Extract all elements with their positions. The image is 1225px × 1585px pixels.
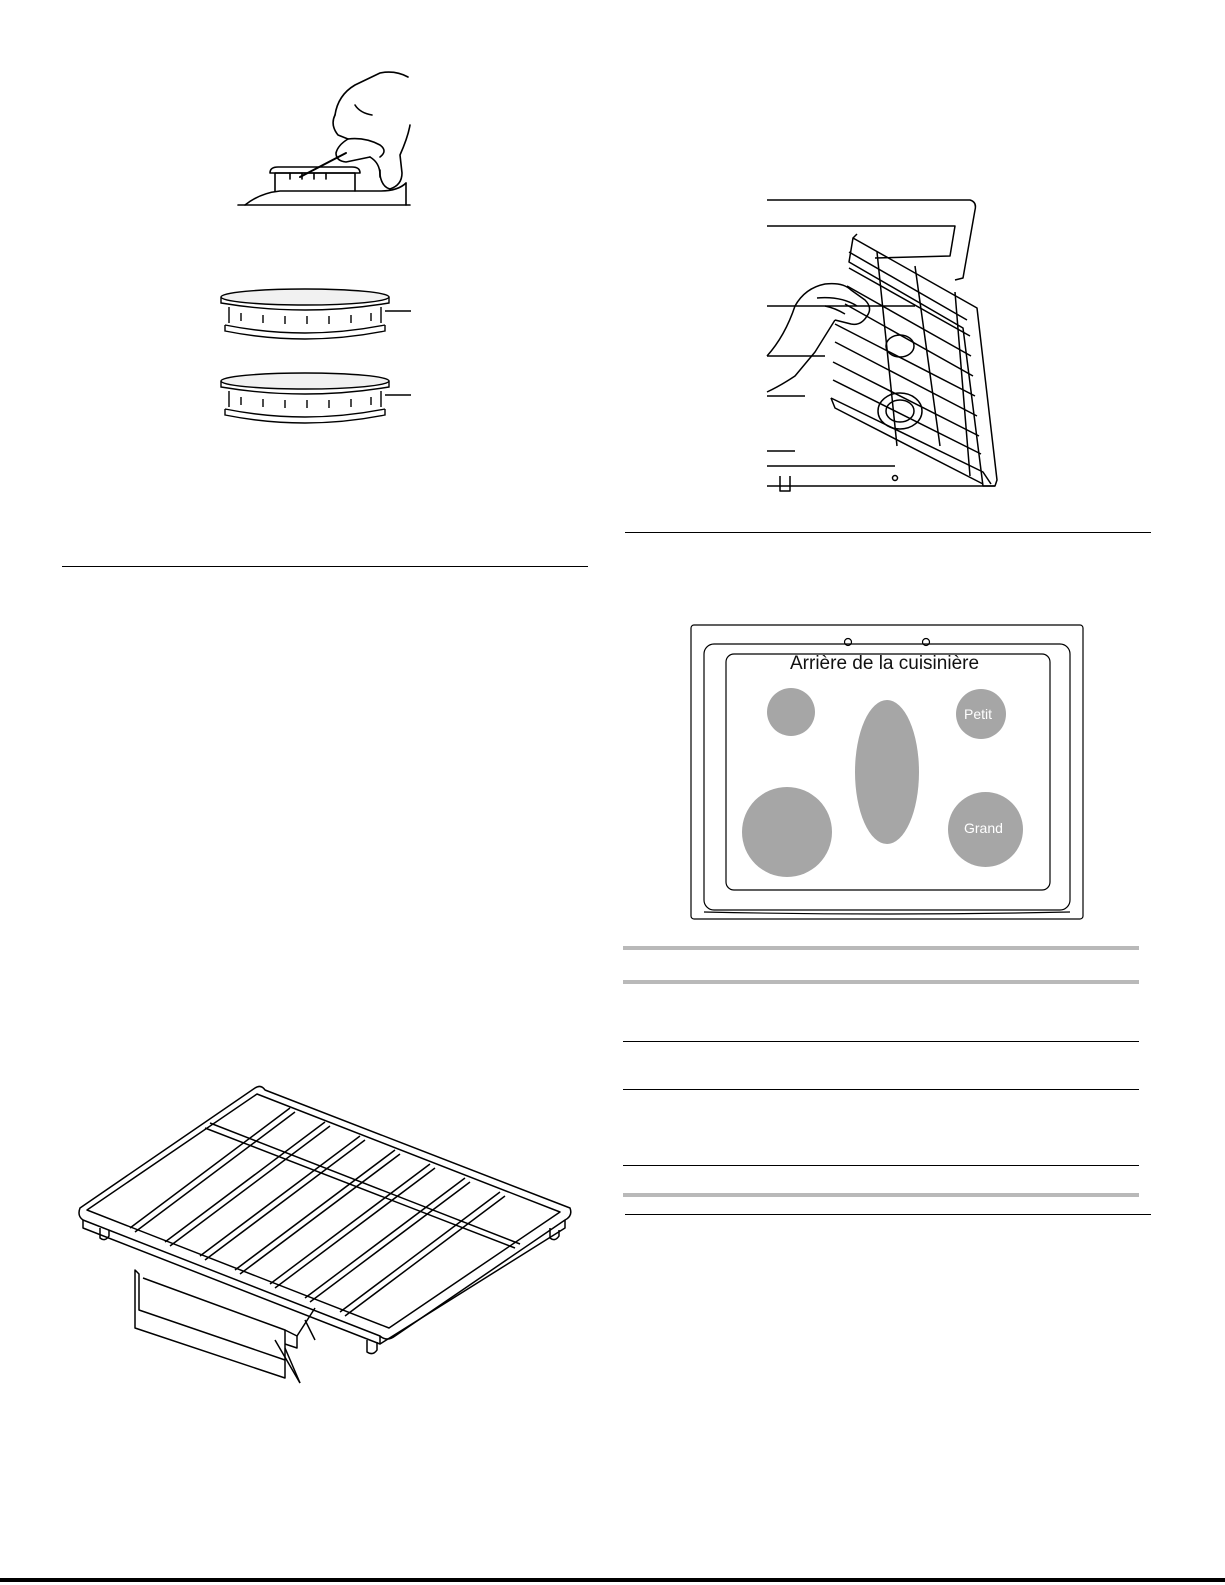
illustration-remove-grate [765,196,1005,498]
cooktop-rear-label: Arrière de la cuisinière [790,653,980,674]
burner-rear-left [767,688,815,736]
table-bottom-rule [623,1193,1139,1197]
hand-cleaning-burner-icon [230,65,420,213]
illustration-clean-burner-ports [230,65,420,213]
right-section-divider-top [625,532,1151,533]
table-row-rule-1 [623,1041,1139,1042]
burner-front-left [742,787,832,877]
left-section-divider [62,566,588,567]
hand-lifting-grate-icon [765,196,1005,498]
cooktop-layout-diagram [690,624,1086,922]
illustration-burner-caps [215,283,425,448]
burner-large-label: Grand [964,820,1003,836]
table-row-rule-2 [623,1089,1139,1090]
grate-icon [75,1078,575,1388]
burner-small-label: Petit [964,706,993,722]
page-footer-rule [0,1578,1225,1582]
burner-caps-icon [215,283,425,448]
table-top-rule [623,946,1139,950]
table-row-rule-3 [623,1165,1139,1166]
illustration-grate-bumpers [75,1078,575,1388]
burner-center-oval [855,700,919,844]
table-header-rule [623,980,1139,984]
right-section-divider-bottom [625,1214,1151,1215]
